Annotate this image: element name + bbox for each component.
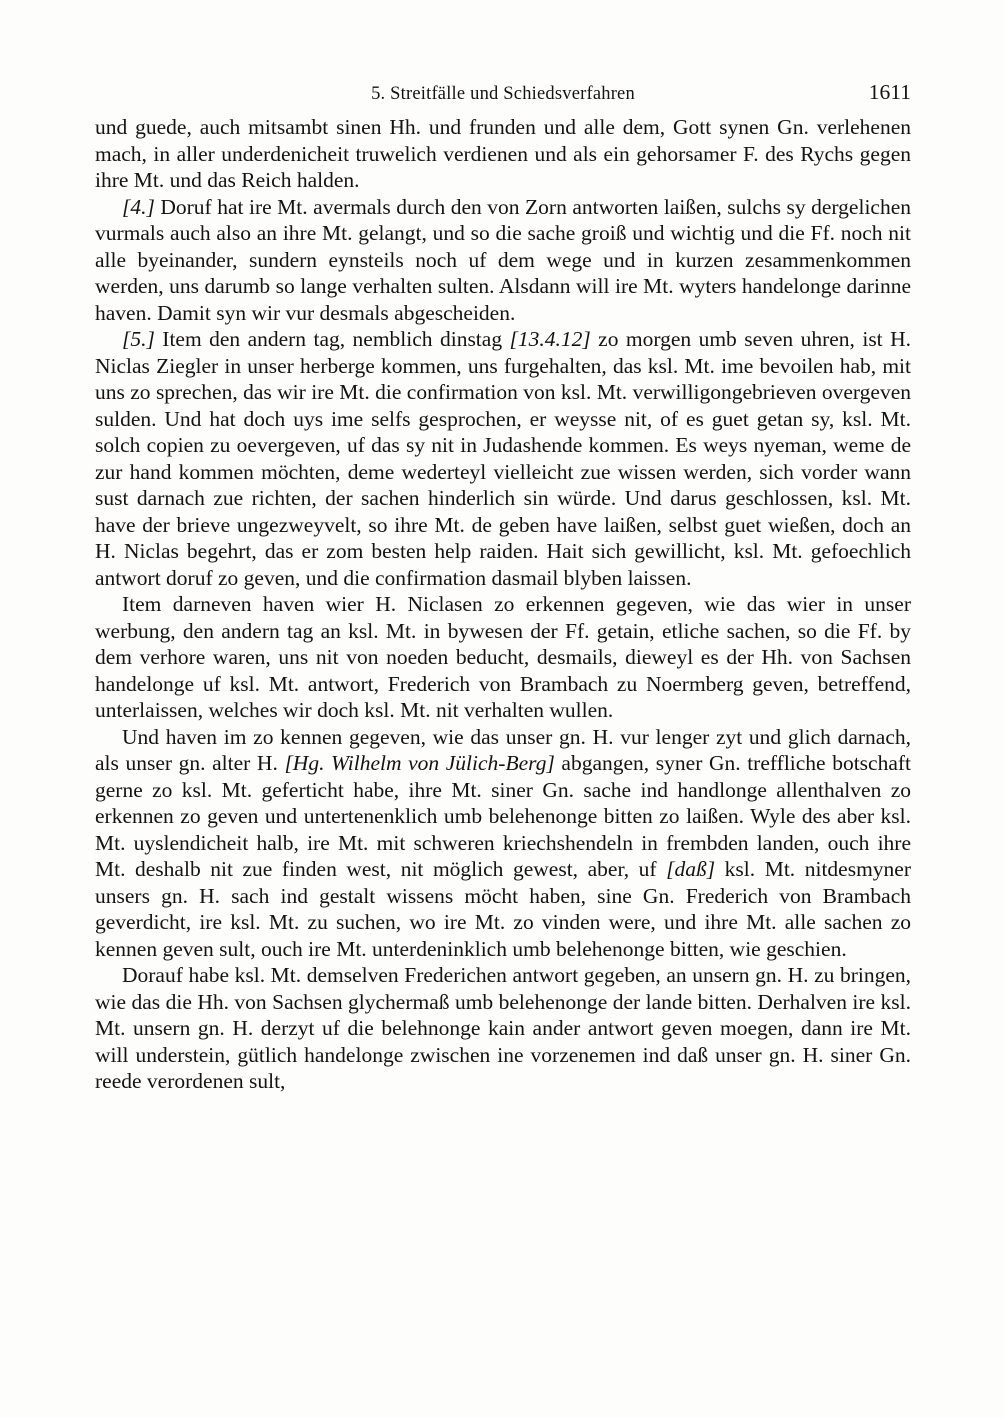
text-segment: Item darneven haven wier H. Niclasen zo erkennen gegeven, wie das wier in unser werbung, den andern tag an ksl. Mt. in bywesen der Ff. getain, etliche sachen, so die Ff. by dem verhore waren, uns nit von noeden beducht, desmails, dieweyl es der Hh. von Sachsen handelonge uf ksl. Mt. antwort, Frederich von Brambach zu Noermberg geven, betreffend, unterlaissen, welches wir doch ksl. Mt. nit verhalten wullen. (95, 592, 911, 722)
paragraph (95, 194, 911, 327)
text-segment: Item den andern tag, nemblich dinstag (162, 327, 510, 351)
text-segment: Doruf hat ire Mt. avermals durch den von Zorn antworten laißen, sulchs sy dergelichen vurmals auch also an ihre Mt. gelangt, und so die sache groiß und wichtig und die Ff. noch nit alle byeinander, sundern eynsteils noch uf dem wege und in kurzen zesammenkommen werden, uns darumb so lange verhalten sulten. Alsdann will ire Mt. wyters handelonge darinne haven. Damit syn wir vur desmals abgescheiden. (95, 194, 912, 325)
paragraph (95, 962, 911, 1095)
editorial-insertion: [5.] (122, 327, 163, 351)
paragraph (95, 114, 911, 194)
paragraph (95, 591, 911, 724)
paragraph (95, 724, 911, 963)
editorial-insertion: [4.] (122, 194, 161, 219)
text-block (95, 114, 911, 1095)
editorial-insertion: [13.4.12] (509, 327, 591, 351)
running-head: 5. Streitfälle und Schiedsverfahren (371, 84, 635, 104)
text-segment: Und haven im zo kennen gegeven, wie das unser gn. H. vur lenger zyt und glich darnach, als unser gn. alter H. (95, 724, 911, 775)
text-segment: und guede, auch mitsambt sinen Hh. und frunden und alle dem, Gott synen Gn. verlehenen mach, in aller underdenicheit truwelich verdienen und als ein gehorsamer F. des Rychs gegen ihre Mt. und das Reich halden. (95, 115, 911, 192)
editorial-insertion: [Hg. Wilhelm von Jülich-Berg] (284, 751, 555, 775)
text-segment: abgangen, syner Gn. treffliche botschaft gerne zo ksl. Mt. geferticht habe, ihre Mt. siner Gn. sache ind handlonge allenthalven zo erkennen zo geven und untertenenklich umb belehenonge bitten zo laißen. Wyle des aber ksl. Mt. uyslendicheit halb, ire Mt. mit schweren kriechshendeln in frembden landen, ouch ihre Mt. deshalb nit zue finden west, nit möglich gewest, aber, uf (95, 751, 912, 881)
text-segment: ksl. Mt. nitdesmyner unsers gn. H. sach ind gestalt wissens möcht haben, sine Gn. Frederich von Brambach geverdicht, ire ksl. Mt. zu suchen, wo ire Mt. zo vinden were, und ihre Mt. alle sachen zo kennen geven sult, ouch ire Mt. unterdeninklich umb belehenonge bitten, wie geschien. (95, 857, 911, 961)
paragraph (95, 326, 911, 591)
page-header (95, 80, 911, 105)
text-segment: Dorauf habe ksl. Mt. demselven Frederichen antwort gegeben, an unsern gn. H. zu bringen, wie das die Hh. von Sachsen glychermaß umb belehenonge der lande bitten. Derhalven ire ksl. Mt. unsern gn. H. derzyt uf die belehnonge kain ander antwort geven moegen, dann ire Mt. will understein, gütlich handelonge zwischen ine vorzenemen ind daß unser gn. H. siner Gn. reede verordenen sult, (95, 963, 911, 1093)
page-number: 1611 (868, 80, 911, 104)
text-segment: zo morgen umb seven uhren, ist H. Niclas Ziegler in unser herberge kommen, uns furgehalten, das ksl. Mt. ime bevoilen hab, mit uns zo sprechen, das wir ire Mt. die confirmation von ksl. Mt. verwilligongebrieven overgeven sulden. Und hat doch uys ime selfs gesprochen, er weysse nit, of es guet getan sy, ksl. Mt. solch copien zu oevergeven, uf das sy nit in Judashende kommen. Es weys nyeman, weme de zur hand kommen möchten, deme wederteyl vielleicht zue wissen werden, sich vorder wann sust darnach zue richten, der sachen hinderlich sin würde. Und darus geschlossen, ksl. Mt. have der brieve ungezweyvelt, so ihre Mt. de geben have laißen, selbst guet wießen, doch an H. Niclas begehrt, das er zom besten help raiden. Hait sich gewillicht, ksl. Mt. gefoechlich antwort doruf zo geven, und die confirmation dasmail blyben laissen. (95, 327, 911, 590)
editorial-insertion: [daß] (666, 857, 716, 881)
